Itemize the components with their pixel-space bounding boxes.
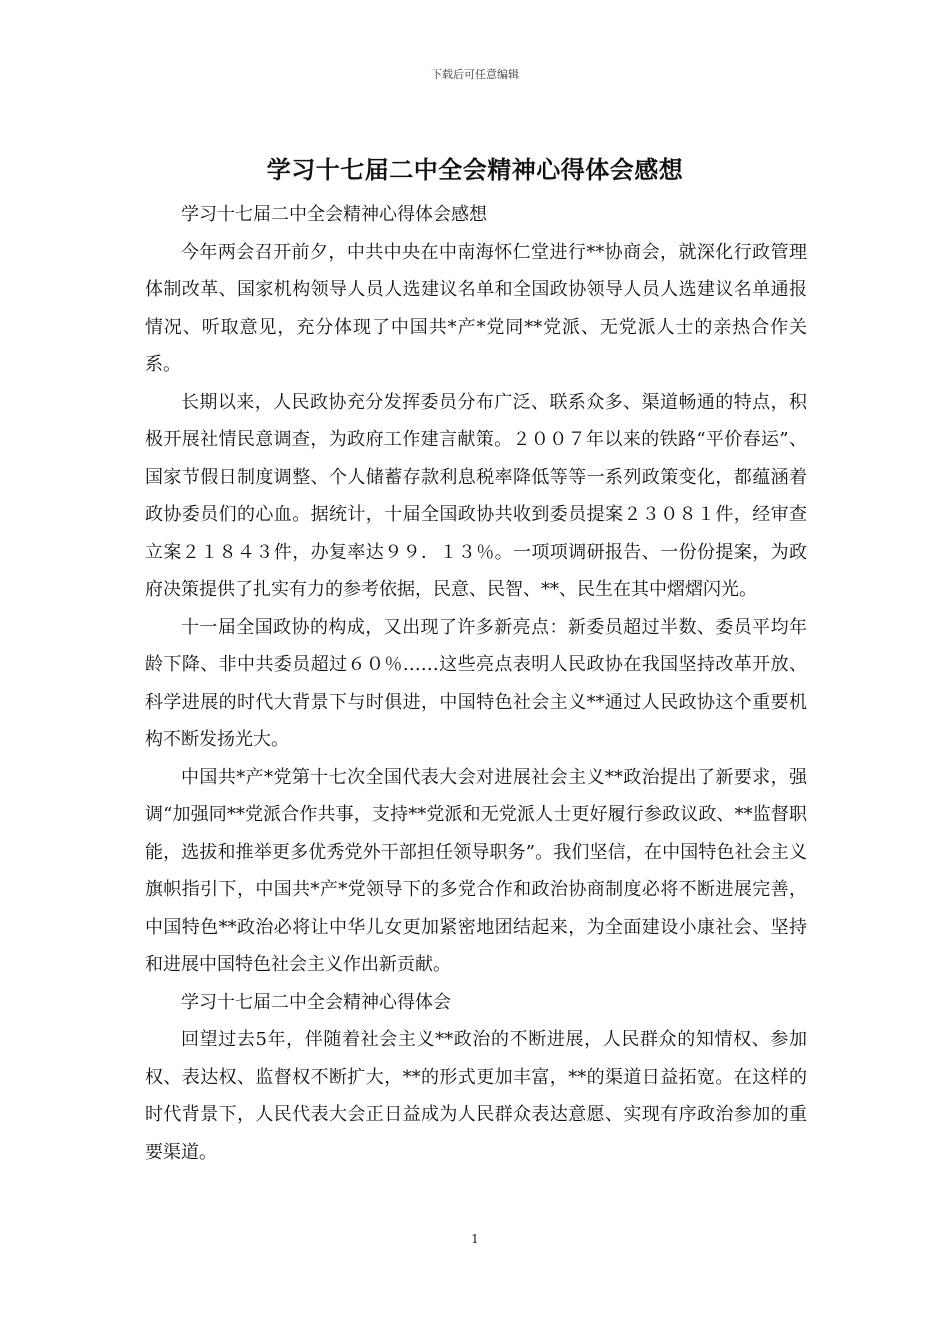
paragraph: 今年两会召开前夕，中共中央在中南海怀仁堂进行**协商会，就深化行政管理体制改革、国家机构领导人员人选建议名单和全国政协领导人员人选建议名单通报情况、听取意见，充分体现了中国共*产*党同**党派、无党派人士的亲热合作关系。 [145,241,807,375]
paragraph: 长期以来，人民政协充分发挥委员分布广泛、联系众多、渠道畅通的特点，积极开展社情民意调查，为政府工作建言献策。２００７年以来的铁路“平价春运”、国家节假日制度调整、个人储蓄存款利息税率降低等等一系列政策变化，都蕴涵着政协委员们的心血。据统计，十届全国政协共收到委员提案２３０８１件，经审查立案２１８４３件，办复率达９９．１３％。一项项调研报告、一份份提案，为政府决策提供了扎实有力的参考依据，民意、民智、**、民生在其中熠熠闪光。 [145,391,807,600]
page-number: 1 [471,1232,479,1246]
header-note: 下载后可任意编辑 [431,68,519,81]
paragraph: 回望过去5年，伴随着社会主义**政治的不断进展，人民群众的知情权、参加权、表达权、监督权不断扩大，**的形式更加丰富，**的渠道日益拓宽。在这样的时代背景下，人民代表大会正日益成为人民群众表达意愿、实现有序政治参加的重要渠道。 [145,1029,807,1163]
paragraph-subtitle: 学习十七届二中全会精神心得体会感想 [181,204,487,225]
document-title: 学习十七届二中全会精神心得体会感想 [266,156,684,184]
paragraph: 十一届全国政协的构成，又出现了许多新亮点：新委员超过半数、委员平均年龄下降、非中共委员超过６０％……这些亮点表明人民政协在我国坚持改革开放、科学进展的时代大背景下与时俱进，中国特色社会主义**通过人民政协这个重要机构不断发扬光大。 [145,616,807,750]
paragraph: 中国共*产*党第十七次全国代表大会对进展社会主义**政治提出了新要求，强调“加强同**党派合作共事，支持**党派和无党派人士更好履行参政议政、**监督职能，选拔和推举更多优秀党外干部担任领导职务”。我们坚信，在中国特色社会主义旗帜指引下，中国共*产*党领导下的多党合作和政治协商制度必将不断进展完善，中国特色**政治必将让中华儿女更加紧密地团结起来，为全面建设小康社会、坚持和进展中国特色社会主义作出新贡献。 [145,766,807,975]
paragraph-subtitle: 学习十七届二中全会精神心得体会 [181,991,451,1013]
document-body [145,196,807,1171]
